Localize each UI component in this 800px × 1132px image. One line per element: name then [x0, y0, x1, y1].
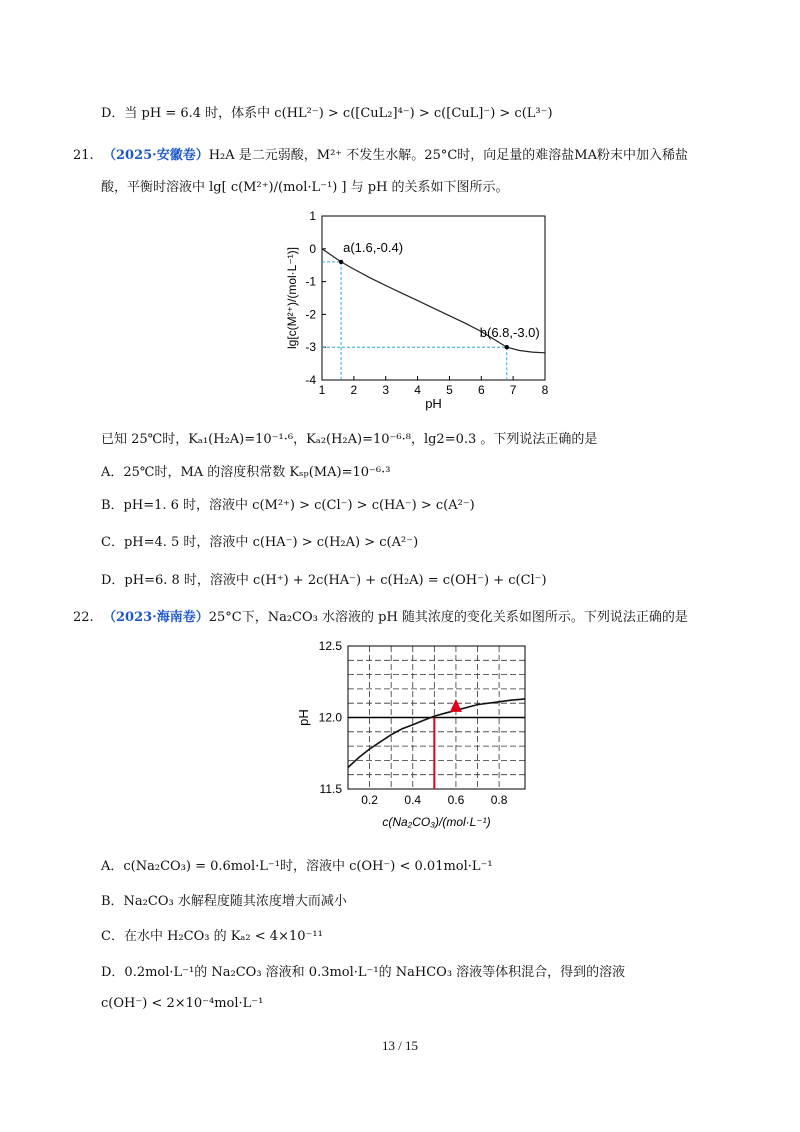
x-tick-label: 5: [446, 383, 453, 397]
y-tick-label: -2: [305, 307, 316, 322]
x-axis-label: c(Na₂CO₃)/(mol·L⁻¹): [382, 815, 491, 829]
x-tick-label: 0.8: [490, 793, 508, 807]
x-tick-label: 6: [477, 383, 485, 397]
y-tick-label: 12.0: [318, 710, 342, 725]
q22-stem-text: 25°C下，Na₂CO₃ 水溶液的 pH 随其浓度的变化关系如图所示。下列说法正确的是: [208, 610, 688, 625]
q22-number: 22.: [73, 610, 94, 625]
q22-option-c: C．在水中 H₂CO₃ 的 Kₐ₂ < 4×10⁻¹¹: [101, 929, 323, 944]
point-label-b: b(6.8,-3.0): [479, 325, 540, 341]
prev-option-d: D．当 pH = 6.4 时，体系中 c(HL²⁻) > c([CuL₂]⁴⁻) > c([CuL]⁻) > c(L³⁻): [101, 106, 553, 121]
q22-source: （2023·海南卷）: [103, 610, 209, 625]
data-point: [505, 345, 509, 349]
q21-option-d: D．pH=6. 8 时，溶液中 c(H⁺) + 2c(HA⁻) + c(H₂A) = c(OH⁻) + c(Cl⁻): [101, 573, 547, 588]
y-tick-label: 11.5: [319, 782, 342, 796]
q21-source: （2025·安徽卷）: [103, 148, 209, 163]
x-tick-label: 2: [350, 383, 358, 397]
q22-option-b: B．Na₂CO₃ 水解程度随其浓度增大而减小: [101, 894, 347, 909]
x-tick-label: 4: [414, 383, 421, 397]
page-number: 13 / 15: [381, 1038, 419, 1053]
x-tick-label: 8: [541, 383, 549, 397]
q22-option-d: D．0.2mol·L⁻¹的 Na₂CO₃ 溶液和 0.3mol·L⁻¹的 NaHCO₃ 溶液等体积混合，得到的溶液: [101, 965, 626, 980]
q21-given: 已知 25℃时，Kₐ₁(H₂A)=10⁻¹·⁶，Kₐ₂(H₂A)=10⁻⁶·⁸，lg2=0.3 。下列说法正确的是: [101, 432, 598, 447]
y-axis-label: lg[c(M²⁺)/(mol·L⁻¹)]: [285, 247, 299, 349]
x-tick-label: 0.2: [361, 793, 378, 807]
y-tick-label: 1: [309, 209, 316, 223]
q21-stem-line1: [73, 146, 688, 166]
y-tick-label: -4: [305, 373, 316, 387]
q21-stem-line2: 酸，平衡时溶液中 lg[ c(M²⁺)/(mol·L⁻¹) ] 与 pH 的关系如下图所示。: [101, 180, 509, 195]
y-tick-label: 12.5: [318, 639, 342, 653]
x-tick-label: 0.6: [447, 793, 465, 807]
x-tick-label: 7: [509, 383, 517, 397]
q21-number: 21.: [73, 148, 94, 163]
q21-stem-text: H₂A 是二元弱酸，M²⁺ 不发生水解。25°C时，向足量的难溶盐MA粉末中加入稀盐: [208, 148, 688, 163]
q22-option-a: A．c(Na₂CO₃) = 0.6mol·L⁻¹时，溶液中 c(OH⁻) < 0.01mol·L⁻¹: [101, 859, 493, 874]
y-tick-label: 0: [309, 241, 316, 256]
chart-q21: [280, 208, 560, 418]
x-axis-label: pH: [425, 396, 442, 411]
q21-option-a: A．25℃时，MA 的溶度积常数 Kₛₚ(MA)=10⁻⁶·³: [101, 465, 391, 480]
point-label-a: a(1.6,-0.4): [343, 239, 404, 255]
y-axis-label: pH: [296, 709, 311, 726]
data-curve: [348, 699, 525, 768]
q22-stem: [73, 608, 688, 628]
red-arrow-marker: [450, 699, 462, 712]
q22-option-d-cont: c(OH⁻) < 2×10⁻⁴mol·L⁻¹: [101, 996, 264, 1011]
data-point: [339, 260, 343, 264]
q21-option-b: B．pH=1. 6 时，溶液中 c(M²⁺) > c(Cl⁻) > c(HA⁻) > c(A²⁻): [101, 498, 475, 513]
y-tick-label: -1: [305, 274, 316, 289]
x-tick-label: 1: [318, 383, 326, 397]
y-tick-label: -3: [305, 340, 316, 355]
x-tick-label: 0.4: [404, 793, 422, 807]
q21-option-c: C．pH=4. 5 时，溶液中 c(HA⁻) > c(H₂A) > c(A²⁻): [101, 535, 419, 550]
x-tick-label: 3: [382, 383, 390, 397]
chart-q22: [290, 632, 540, 837]
